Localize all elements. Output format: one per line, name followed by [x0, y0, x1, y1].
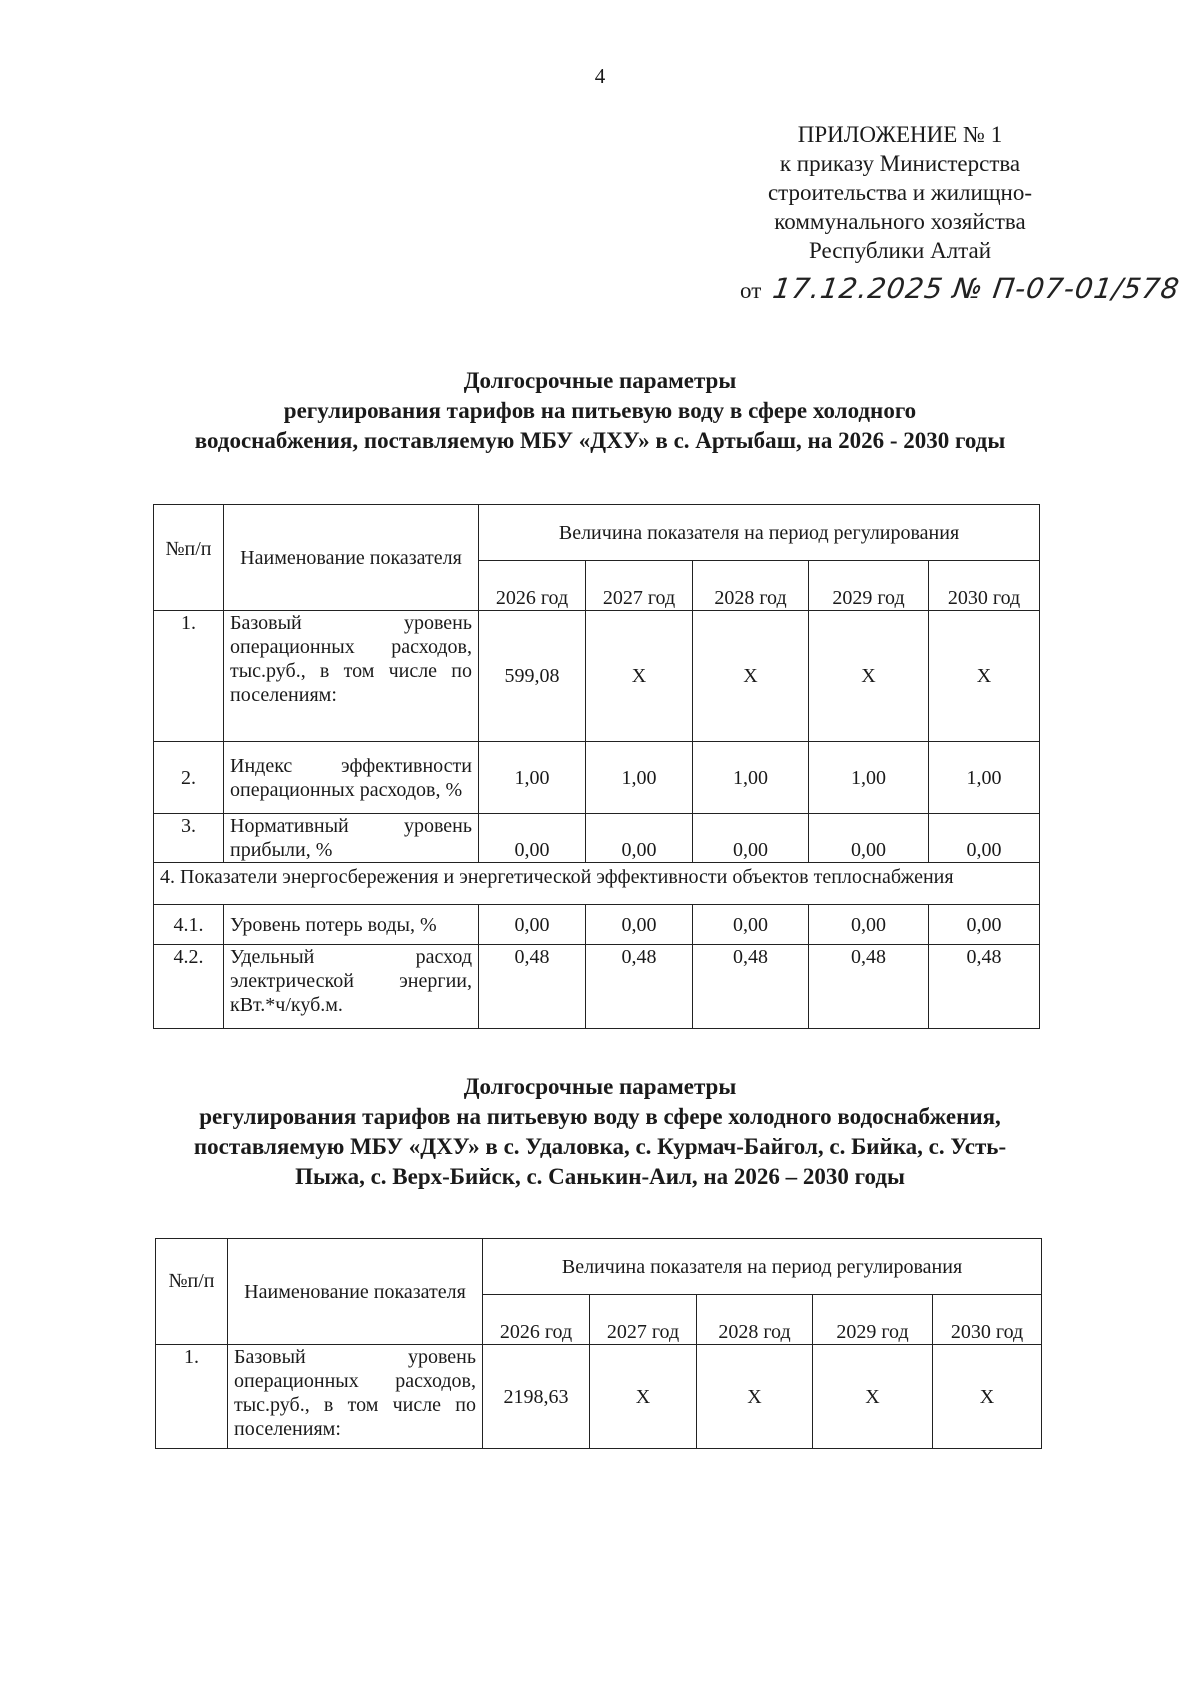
row-value: 1,00	[809, 742, 929, 814]
row-value: 0,48	[479, 945, 586, 1029]
appendix-line: строительства и жилищно-	[767, 180, 1033, 205]
row-value: 0,00	[693, 814, 809, 863]
section1-table	[153, 504, 1040, 1029]
handwritten-date: 17.12.2025 № П-07-01/578	[770, 272, 1182, 305]
row-num: 1.	[156, 1345, 228, 1449]
header-year: 2026 год	[483, 1295, 590, 1345]
header-year: 2028 год	[697, 1295, 813, 1345]
appendix-title: ПРИЛОЖЕНИЕ № 1	[797, 122, 1003, 147]
row-value: 0,00	[929, 814, 1040, 863]
row-value: 0,48	[693, 945, 809, 1029]
row-value: Х	[590, 1345, 697, 1449]
section2-table	[155, 1238, 1042, 1449]
row-value: 1,00	[693, 742, 809, 814]
row-value: 599,08	[479, 611, 586, 742]
heading-line: регулирования тарифов на питьевую воду в сфере холодного водоснабжения,	[199, 1104, 1001, 1129]
section2-heading	[0, 1072, 1200, 1192]
row-name: Нормативный уровень прибыли, %	[224, 814, 479, 863]
section1-heading	[0, 366, 1200, 456]
section-row-text: 4. Показатели энергосбережения и энергетической эффективности объектов теплоснабжения	[154, 863, 1040, 905]
row-value: 0,00	[586, 814, 693, 863]
row-value: Х	[693, 611, 809, 742]
appendix-block	[720, 120, 1080, 265]
row-num: 2.	[154, 742, 224, 814]
table-row	[154, 945, 1040, 1029]
header-num: №п/п	[156, 1239, 228, 1345]
row-name: Удельный расход электрической энергии, кВт.*ч/куб.м.	[224, 945, 479, 1029]
row-value: 0,00	[809, 905, 929, 945]
header-value: Величина показателя на период регулирования	[479, 505, 1040, 561]
row-num: 1.	[154, 611, 224, 742]
appendix-line: к приказу Министерства	[779, 151, 1021, 176]
row-name: Базовый уровень операционных расходов, тыс.руб., в том числе по поселениям:	[228, 1345, 483, 1449]
row-value: 1,00	[479, 742, 586, 814]
heading-line: поставляемую МБУ «ДХУ» в с. Удаловка, с. Курмач-Байгол, с. Бийка, с. Усть-	[193, 1134, 1007, 1159]
header-year: 2030 год	[933, 1295, 1042, 1345]
table-row	[154, 905, 1040, 945]
appendix-line: Республики Алтай	[808, 238, 992, 263]
row-value: 0,00	[693, 905, 809, 945]
row-value: 0,48	[586, 945, 693, 1029]
row-value: 0,00	[809, 814, 929, 863]
heading-line: водоснабжения, поставляемую МБУ «ДХУ» в с. Артыбаш, на 2026 - 2030 годы	[194, 428, 1006, 453]
table-row	[154, 742, 1040, 814]
row-value: 0,48	[809, 945, 929, 1029]
header-num: №п/п	[154, 505, 224, 611]
row-value: 0,00	[929, 905, 1040, 945]
row-value: 0,00	[479, 905, 586, 945]
row-value: 2198,63	[483, 1345, 590, 1449]
table-row	[154, 611, 1040, 742]
header-year: 2030 год	[929, 561, 1040, 611]
section-row	[154, 863, 1040, 905]
row-value: Х	[586, 611, 693, 742]
order-date-line	[740, 272, 1182, 305]
date-prefix: от	[740, 278, 762, 303]
table-row	[154, 814, 1040, 863]
header-year: 2026 год	[479, 561, 586, 611]
row-value: 0,48	[929, 945, 1040, 1029]
row-name: Уровень потерь воды, %	[224, 905, 479, 945]
row-value: 1,00	[929, 742, 1040, 814]
row-value: 0,00	[479, 814, 586, 863]
header-name: Наименование показателя	[224, 505, 479, 611]
row-value: Х	[933, 1345, 1042, 1449]
table-row	[156, 1345, 1042, 1449]
row-value: 1,00	[586, 742, 693, 814]
heading-line: Долгосрочные параметры	[463, 368, 737, 393]
heading-line: Пыжа, с. Верх-Бийск, с. Санькин-Аил, на 2026 – 2030 годы	[295, 1164, 905, 1189]
header-value: Величина показателя на период регулирования	[483, 1239, 1042, 1295]
row-num: 4.1.	[154, 905, 224, 945]
header-name: Наименование показателя	[228, 1239, 483, 1345]
header-year: 2027 год	[586, 561, 693, 611]
row-value: Х	[929, 611, 1040, 742]
row-value: Х	[813, 1345, 933, 1449]
header-year: 2027 год	[590, 1295, 697, 1345]
heading-line: Долгосрочные параметры	[463, 1074, 737, 1099]
appendix-line: коммунального хозяйства	[774, 209, 1026, 234]
row-name: Базовый уровень операционных расходов, тыс.руб., в том числе по поселениям:	[224, 611, 479, 742]
header-year: 2029 год	[809, 561, 929, 611]
row-num: 3.	[154, 814, 224, 863]
row-value: Х	[809, 611, 929, 742]
header-year: 2028 год	[693, 561, 809, 611]
header-year: 2029 год	[813, 1295, 933, 1345]
row-value: Х	[697, 1345, 813, 1449]
row-num: 4.2.	[154, 945, 224, 1029]
row-value: 0,00	[586, 905, 693, 945]
page-number: 4	[594, 64, 606, 88]
row-name: Индекс эффективности операционных расходов, %	[224, 742, 479, 814]
heading-line: регулирования тарифов на питьевую воду в сфере холодного	[283, 398, 917, 423]
